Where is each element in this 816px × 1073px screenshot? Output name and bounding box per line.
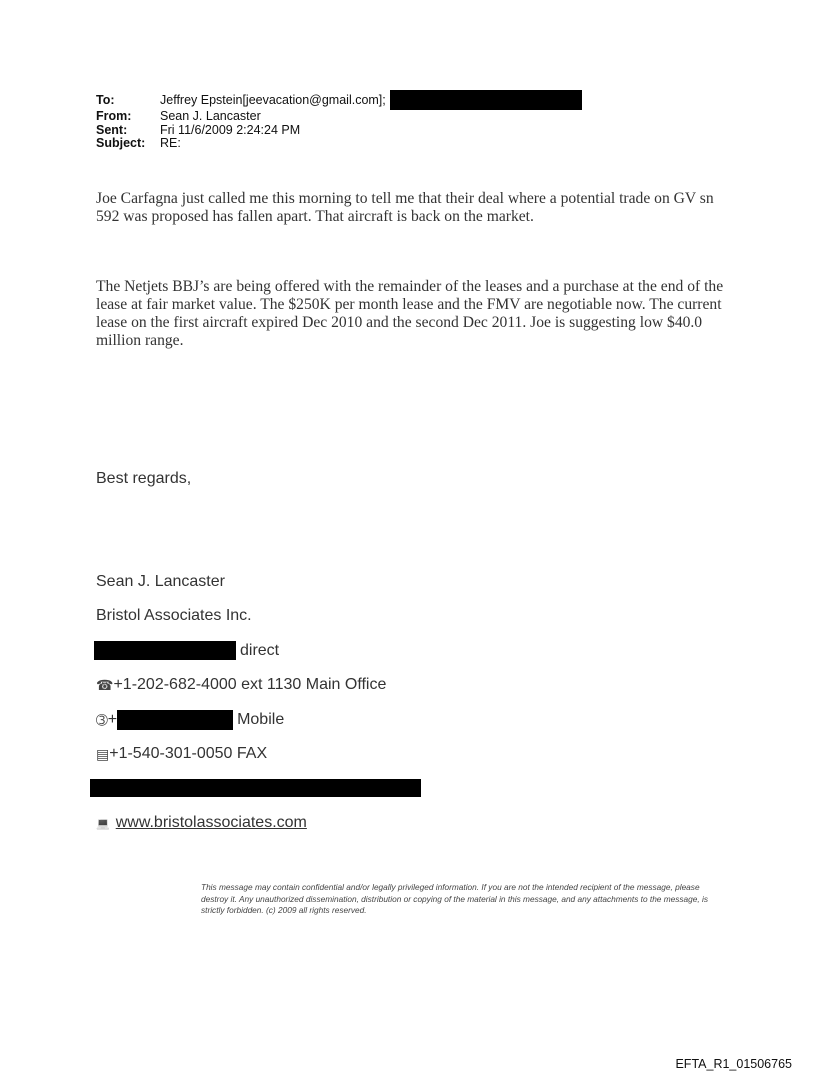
to-value: Jeffrey Epstein[jeevacation@gmail.com]; (160, 93, 386, 107)
redaction-box (117, 710, 233, 730)
body-paragraph-1: Joe Carfagna just called me this morning to tell me that their deal where a potential trade on GV sn 592 was proposed has fallen apart. That aircraft is back on the market. (96, 190, 714, 225)
closing: Best regards, (96, 470, 192, 487)
mobile-phone-icon: ➂ (96, 711, 108, 728)
body-paragraph-2: The Netjets BBJ’s are being offered with the remainder of the leases and a purchase at the end of the lease at fair market value. The $250K per month lease and the FMV are negotiable now. The current lease on the first aircraft expired Dec 2010 and the second Dec 2011. Joe is suggesting low $40.0 million range. (96, 278, 724, 349)
redaction-box (390, 90, 582, 110)
from-value: Sean J. Lancaster (160, 109, 261, 123)
website-line (96, 814, 307, 832)
document-id: EFTA_R1_01506765 (675, 1057, 792, 1071)
website-link[interactable]: www.bristolassociates.com (115, 814, 307, 831)
computer-icon: 💻 (96, 817, 110, 830)
email-header (96, 94, 582, 151)
mobile-label: Mobile (237, 711, 285, 728)
redaction-box (90, 779, 421, 797)
mobile-prefix: + (107, 711, 118, 728)
sent-label: Sent: (96, 122, 128, 137)
fax-icon: ▤ (96, 745, 110, 762)
redaction-box (94, 641, 236, 660)
direct-label: direct (240, 641, 280, 659)
to-label: To: (96, 93, 115, 107)
subject-row (96, 137, 582, 151)
from-row (96, 110, 582, 124)
signature-company: Bristol Associates Inc. (96, 607, 252, 624)
mobile-line (96, 710, 284, 730)
to-row (96, 94, 582, 110)
signature-name: Sean J. Lancaster (96, 573, 225, 590)
direct-line (94, 641, 279, 660)
sent-value: Fri 11/6/2009 2:24:24 PM (160, 122, 301, 137)
from-label: From: (96, 109, 132, 123)
phone-icon: ☎ (96, 676, 114, 693)
subject-value: RE: (160, 136, 181, 150)
fax-line (96, 745, 267, 763)
subject-label: Subject: (96, 136, 146, 150)
main-office-line (96, 676, 386, 694)
sent-row (96, 124, 582, 138)
fax-number: +1-540-301-0050 FAX (109, 745, 268, 762)
confidentiality-disclaimer: This message may contain confidential and/or legally privileged information. If you are not the intended recipient of the message, please destroy it. Any unauthorized dissemination, distribution or copying of the material in this message, and any attachments to the message, is strictly forbidden. (c) 2009 all rights reserved. (201, 882, 708, 915)
main-office-number: +1-202-682-4000 ext 1130 Main Office (113, 676, 387, 693)
